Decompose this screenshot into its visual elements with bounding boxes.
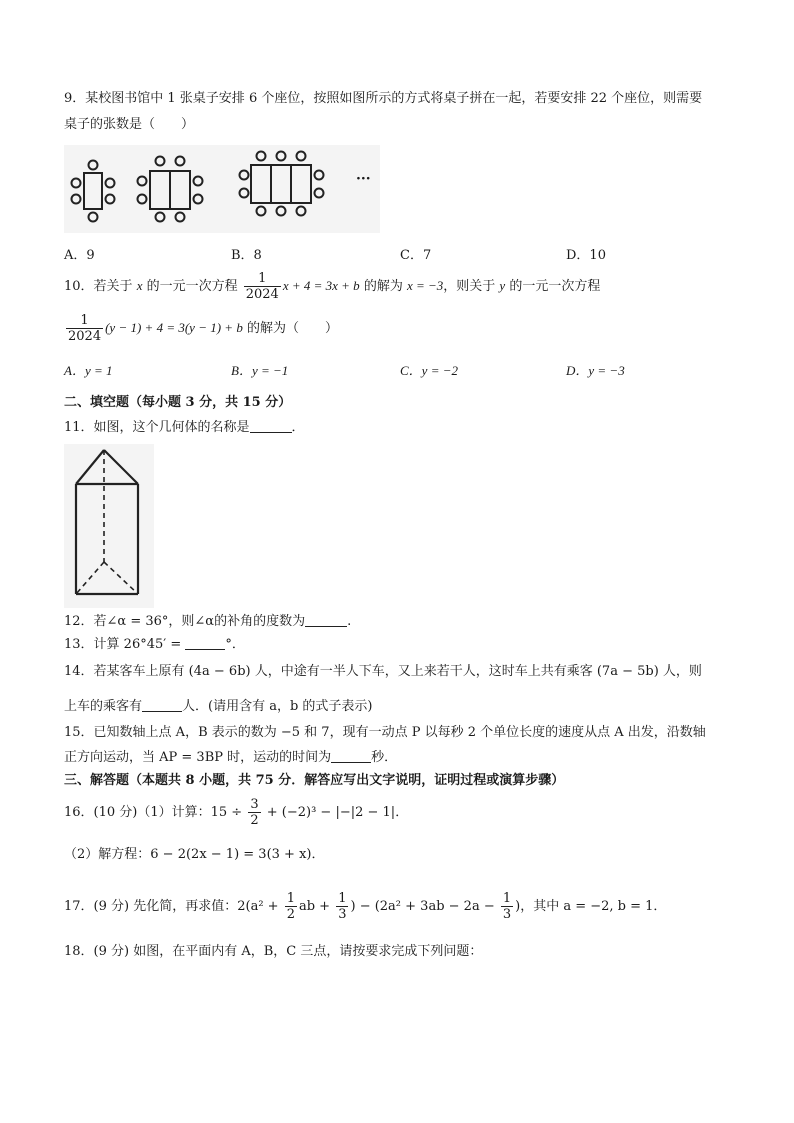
q13-blank [185, 635, 225, 650]
q15-blank [331, 748, 371, 763]
q10-option-c: C．y = −2 [400, 363, 458, 378]
q12-period: . [347, 614, 352, 629]
q17-frac2-num: 1 [338, 891, 347, 906]
q17-frac2-den: 3 [338, 907, 347, 922]
q10-line1 [64, 270, 600, 303]
q10-option-b: B．y = −1 [231, 363, 289, 378]
q17-frac3-den: 3 [502, 907, 512, 922]
q17-frac1 [285, 891, 297, 922]
tables-figure [64, 145, 380, 233]
q17-frac1-den: 2 [286, 907, 295, 922]
q10-mid1: 的一元一次方程 [142, 279, 242, 294]
q14-line1: 14．若某客车上原有 (4a − 6b) 人，中途有一半人下车，又上来若干人，这时车上共有乘客 (7a − 5b) 人，则 [64, 664, 702, 679]
q14-text-b: 人．(请用含有 a，b 的式子表示) [182, 699, 373, 714]
q10-option-d: D．y = −3 [566, 363, 625, 378]
q15-line2 [64, 748, 397, 767]
q16-line1 [64, 797, 408, 829]
q17-mid: ab + [298, 899, 335, 914]
prism-figure-svg [64, 444, 154, 608]
q10-solution: x = −3 [406, 278, 444, 293]
q10-frac2 [66, 313, 103, 344]
q10-tail: 的解为（ ） [242, 321, 338, 336]
q13-line [64, 635, 245, 654]
q9-option-d: D．10 [566, 248, 606, 263]
tables-figure-svg [64, 145, 380, 233]
q14-text-a: 上车的乘客有 [64, 699, 143, 714]
q17-frac3-num: 1 [502, 891, 512, 906]
q12-text: 12．若∠α = 36°，则∠α的补角的度数为 [64, 614, 306, 629]
q10-mid4: 的一元一次方程 [505, 279, 601, 294]
q14-blank [142, 697, 182, 712]
q17-mid2: ) − (2a² + 3ab − 2a − [350, 899, 499, 914]
q12-line [64, 612, 351, 631]
q10-mid3: ，则关于 [443, 279, 500, 294]
q16-frac [248, 797, 260, 828]
q10-frac2-num: 1 [66, 313, 103, 329]
q10-eq1: x + 4 = 3x + b [282, 278, 360, 293]
q16-a-rest: + (−2)³ − |−|2 − 1|． [262, 805, 409, 820]
q11-text: 11．如图，这个几何体的名称是 [64, 420, 250, 435]
q10-mid2: 的解为 [359, 279, 407, 294]
q12-blank [305, 612, 347, 627]
q13-text: 13．计算 26°45′ = [64, 637, 186, 652]
q13-tail: °． [225, 637, 245, 652]
q9-line2: 桌子的张数是（ ） [64, 117, 195, 132]
q17-frac2 [336, 891, 348, 922]
prism-figure [64, 444, 154, 608]
q15-text-b: 秒． [371, 750, 398, 765]
q11-line: 11．如图，这个几何体的名称是 ． [64, 420, 305, 435]
q9-option-b: B．8 [231, 248, 262, 263]
q10-line2 [64, 312, 338, 345]
q15-line1: 15．已知数轴上点 A，B 表示的数为 −5 和 7，现有一动点 P 以每秒 2 个单位长度的速度从点 A 出发，沿数轴 [64, 725, 706, 740]
q10-var-y: y [499, 278, 506, 293]
q18-line: 18．(9 分) 如图，在平面内有 A，B，C 三点，请按要求完成下列问题： [64, 944, 483, 959]
q14-line2 [64, 697, 373, 716]
q9-option-a: A．9 [64, 248, 95, 263]
q10-var-x: x [136, 278, 143, 293]
q10-option-a: A．y = 1 [64, 363, 113, 378]
q9-option-c: C．7 [400, 248, 432, 263]
q16-frac-den: 2 [250, 813, 259, 828]
q17-line [64, 890, 666, 924]
q16-line2: （2）解方程：6 − 2(2x − 1) = 3(3 + x)． [64, 847, 325, 862]
figure-ellipsis: ··· [356, 171, 371, 187]
q10-frac2-den: 2024 [68, 329, 102, 344]
section2-heading: 二、填空题（每小题 3 分，共 15 分） [64, 395, 292, 410]
q9-line1: 9．某校图书馆中 1 张桌子安排 6 个座位，按照如图所示的方式将桌子拼在一起，若要安排 22 个座位，则需要 [64, 91, 703, 106]
q10-prefix: 10．若关于 [64, 279, 137, 294]
section3-heading: 三、解答题（本题共 8 小题，共 75 分．解答应写出文字说明，证明过程或演算步骤） [64, 773, 565, 788]
q16-frac-num: 3 [250, 797, 259, 812]
q10-frac1-num: 1 [244, 271, 281, 287]
q17-prefix: 17．(9 分) 先化简，再求值：2(a² + [64, 899, 283, 914]
q17-tail: )，其中 a = −2, b = 1． [515, 899, 667, 914]
q10-eq2: (y − 1) + 4 = 3(y − 1) + b [105, 320, 243, 335]
q17-frac3 [501, 891, 513, 922]
q11-blank [250, 418, 292, 433]
q16-a-prefix: 16．(10 分)（1）计算：15 ÷ [64, 805, 247, 820]
q17-frac1-num: 1 [286, 891, 295, 906]
q15-text-a: 正方向运动，当 AP = 3BP 时，运动的时间为 [64, 750, 332, 765]
q10-frac1-den: 2024 [245, 287, 279, 302]
q10-frac1 [244, 271, 281, 302]
